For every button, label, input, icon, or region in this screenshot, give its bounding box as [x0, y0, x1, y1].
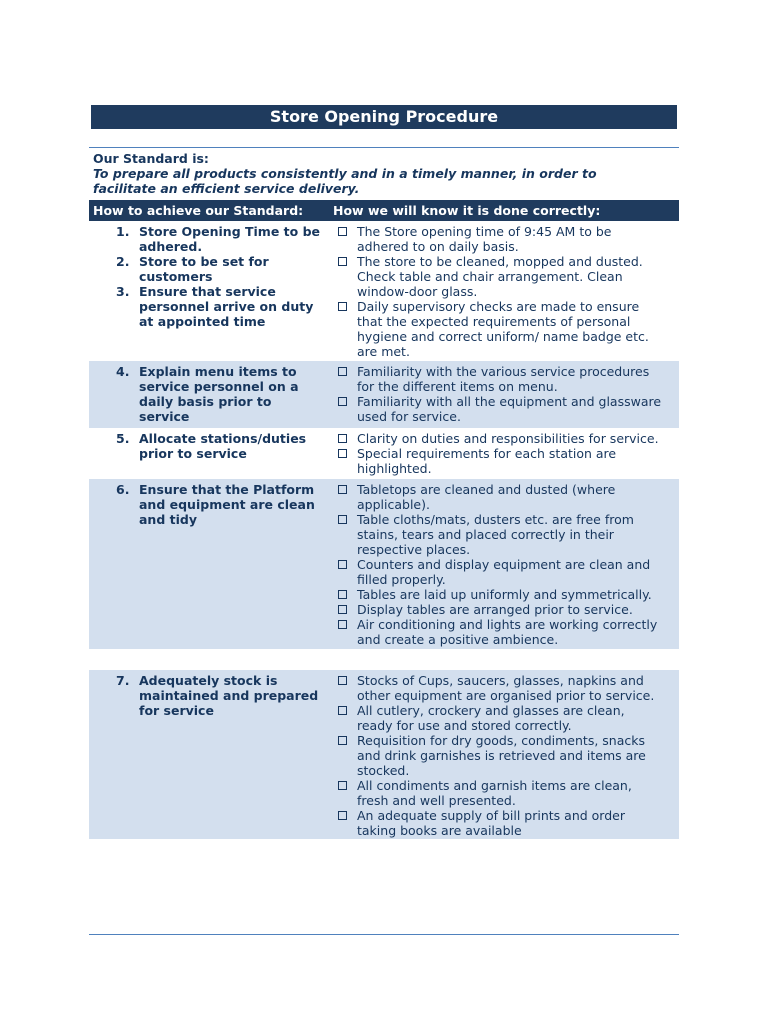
checklist-text-line: Table cloths/mats, dusters etc. are free from: [357, 512, 634, 527]
checklist-text-line: taking books are available: [357, 823, 522, 838]
checklist-text-line: for the different items on menu.: [357, 379, 558, 394]
step-item: [89, 224, 329, 254]
standard-steps: [89, 673, 329, 718]
header-how-to-achieve: How to achieve our Standard:: [93, 203, 304, 218]
checklist-item: [336, 482, 676, 512]
step-text-line: Ensure that the Platform: [139, 482, 315, 497]
standard-statement: [93, 151, 673, 196]
checklist-text-line: that the expected requirements of personal: [357, 314, 631, 329]
step-text-line: Adequately stock is: [139, 673, 278, 688]
checklist-text-line: All cutlery, crockery and glasses are clean,: [357, 703, 625, 718]
checklist-text-line: Special requirements for each station are: [357, 446, 617, 461]
step-number: 7.: [116, 673, 130, 688]
checklist-text-line: applicable).: [357, 497, 430, 512]
table-header: [89, 200, 679, 221]
step-text-line: Ensure that service: [139, 284, 276, 299]
step-item: [89, 431, 329, 461]
checklist-item: [336, 446, 676, 476]
checklist-text-line: Daily supervisory checks are made to ensure: [357, 299, 640, 314]
checkbox-bullet-icon: [338, 620, 347, 629]
checklist-text-line: Stocks of Cups, saucers, glasses, napkins and: [357, 673, 644, 688]
page-title: Store Opening Procedure: [91, 105, 677, 129]
step-item: [89, 364, 329, 424]
checklist-text-line: filled properly.: [357, 572, 446, 587]
checkbox-bullet-icon: [338, 449, 347, 458]
step-number: 4.: [116, 364, 130, 379]
checklist-text-line: fresh and well presented.: [357, 793, 516, 808]
step-text-line: service personnel on a: [139, 379, 299, 394]
checkbox-bullet-icon: [338, 706, 347, 715]
checklist-text-line: Requisition for dry goods, condiments, snacks: [357, 733, 645, 748]
checklist-item: [336, 808, 676, 838]
step-text-line: maintained and prepared: [139, 688, 319, 703]
checklist-text-line: respective places.: [357, 542, 471, 557]
checklist-item: [336, 557, 676, 587]
step-number: 3.: [116, 284, 130, 299]
step-number: 5.: [116, 431, 130, 446]
checklist-text-line: and drink garnishes is retrieved and items are: [357, 748, 646, 763]
checklist-item: [336, 299, 676, 359]
checklist-text-line: Air conditioning and lights are working correctly: [357, 617, 658, 632]
checkbox-bullet-icon: [338, 227, 347, 236]
step-item: [89, 254, 329, 284]
step-text-line: service: [139, 409, 190, 424]
verification-checklist: [336, 224, 676, 359]
step-item: [89, 284, 329, 329]
step-number: 6.: [116, 482, 130, 497]
checklist-item: [336, 224, 676, 254]
checklist-text-line: adhered to on daily basis.: [357, 239, 519, 254]
checklist-item: [336, 733, 676, 778]
checklist-text-line: highlighted.: [357, 461, 432, 476]
step-text-line: and tidy: [139, 512, 197, 527]
verification-checklist: [336, 482, 676, 647]
standard-text-line-2: facilitate an efficient service delivery.: [93, 181, 360, 196]
checklist-text-line: All condiments and garnish items are clean,: [357, 778, 632, 793]
checklist-text-line: Display tables are arranged prior to service.: [357, 602, 633, 617]
checklist-text-line: The store to be cleaned, mopped and dusted.: [357, 254, 643, 269]
checklist-text-line: other equipment are organised prior to service.: [357, 688, 655, 703]
checkbox-bullet-icon: [338, 397, 347, 406]
checklist-text-line: Familiarity with the various service procedures: [357, 364, 650, 379]
checkbox-bullet-icon: [338, 605, 347, 614]
checklist-text-line: stains, tears and placed correctly in their: [357, 527, 614, 542]
step-text-line: prior to service: [139, 446, 247, 461]
step-number: 1.: [116, 224, 130, 239]
checklist-item: [336, 394, 676, 424]
checkbox-bullet-icon: [338, 367, 347, 376]
standard-text-line-1: To prepare all products consistently and in a timely manner, in order to: [93, 166, 597, 181]
checklist-text-line: window-door glass.: [357, 284, 478, 299]
step-item: [89, 673, 329, 718]
verification-checklist: [336, 673, 676, 838]
step-item: [89, 482, 329, 527]
checklist-item: [336, 431, 676, 446]
standard-steps: [89, 482, 329, 527]
standard-steps: [89, 431, 329, 461]
step-text-line: and equipment are clean: [139, 497, 315, 512]
checklist-item: [336, 254, 676, 299]
checkbox-bullet-icon: [338, 590, 347, 599]
checkbox-bullet-icon: [338, 560, 347, 569]
step-text-line: daily basis prior to: [139, 394, 272, 409]
step-text-line: Store to be set for: [139, 254, 269, 269]
checkbox-bullet-icon: [338, 257, 347, 266]
checklist-text-line: Counters and display equipment are clean and: [357, 557, 651, 572]
table-row: [89, 361, 679, 428]
standard-steps: [89, 364, 329, 424]
checklist-text-line: Check table and chair arrangement. Clean: [357, 269, 623, 284]
verification-checklist: [336, 431, 676, 476]
checklist-text-line: stocked.: [357, 763, 410, 778]
checklist-text-line: used for service.: [357, 409, 461, 424]
checklist-text-line: Clarity on duties and responsibilities for service.: [357, 431, 659, 446]
checklist-text-line: Tables are laid up uniformly and symmetrically.: [357, 587, 652, 602]
checkbox-bullet-icon: [338, 736, 347, 745]
step-text-line: Allocate stations/duties: [139, 431, 307, 446]
checkbox-bullet-icon: [338, 485, 347, 494]
step-text-line: adhered.: [139, 239, 203, 254]
checkbox-bullet-icon: [338, 434, 347, 443]
table-row: [89, 221, 679, 361]
checklist-text-line: and create a positive ambience.: [357, 632, 559, 647]
checklist-text-line: Tabletops are cleaned and dusted (where: [357, 482, 616, 497]
checklist-text-line: An adequate supply of bill prints and order: [357, 808, 625, 823]
checkbox-bullet-icon: [338, 676, 347, 685]
checklist-text-line: are met.: [357, 344, 410, 359]
checklist-text-line: Familiarity with all the equipment and glassware: [357, 394, 662, 409]
checklist-item: [336, 778, 676, 808]
verification-checklist: [336, 364, 676, 424]
step-number: 2.: [116, 254, 130, 269]
checklist-item: [336, 602, 676, 617]
step-text-line: Store Opening Time to be: [139, 224, 320, 239]
footer-divider: [89, 934, 679, 935]
header-how-we-know: How we will know it is done correctly:: [333, 203, 601, 218]
checkbox-bullet-icon: [338, 302, 347, 311]
table-row: [89, 670, 679, 839]
table-row: [89, 428, 679, 479]
step-text-line: Explain menu items to: [139, 364, 297, 379]
step-text-line: customers: [139, 269, 213, 284]
title-divider: [89, 147, 679, 148]
standard-label: Our Standard is:: [93, 151, 209, 166]
standard-steps: [89, 224, 329, 329]
checklist-item: [336, 364, 676, 394]
checklist-text-line: hygiene and correct uniform/ name badge etc.: [357, 329, 649, 344]
checklist-item: [336, 512, 676, 557]
step-text-line: at appointed time: [139, 314, 266, 329]
checkbox-bullet-icon: [338, 811, 347, 820]
step-text-line: for service: [139, 703, 214, 718]
checklist-text-line: The Store opening time of 9:45 AM to be: [357, 224, 612, 239]
checklist-item: [336, 703, 676, 733]
step-text-line: personnel arrive on duty: [139, 299, 314, 314]
table-row: [89, 479, 679, 649]
checklist-text-line: ready for use and stored correctly.: [357, 718, 572, 733]
checklist-item: [336, 617, 676, 647]
checklist-item: [336, 587, 676, 602]
checkbox-bullet-icon: [338, 515, 347, 524]
checklist-item: [336, 673, 676, 703]
checkbox-bullet-icon: [338, 781, 347, 790]
